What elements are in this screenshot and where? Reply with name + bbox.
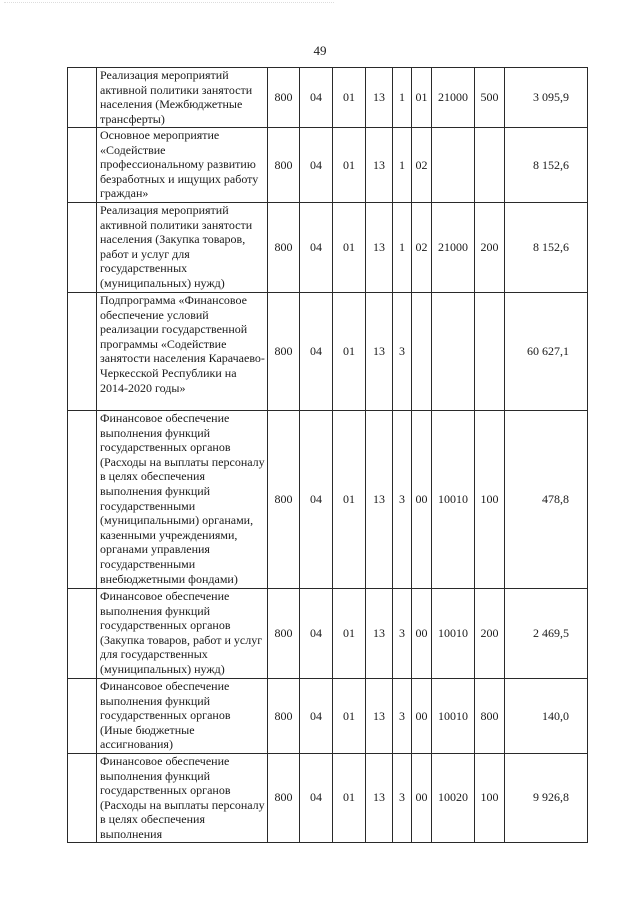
amount: 2 469,5 (505, 589, 588, 679)
code-subsection: 01 (333, 411, 366, 589)
code-direction: 21000 (432, 68, 475, 128)
row-number-cell (68, 589, 97, 679)
code-section: 04 (300, 203, 333, 293)
code-section: 04 (300, 754, 333, 843)
code-ministry: 800 (268, 679, 300, 754)
code-subprogram: 3 (393, 754, 412, 843)
code-event: 02 (412, 128, 432, 203)
table-row (68, 411, 588, 589)
page-number: 49 (313, 43, 327, 58)
row-number-cell (68, 128, 97, 203)
code-program: 13 (366, 679, 393, 754)
row-name: Основное мероприятие «Содействие профессиональному развитию безработных и ищущих работу граждан» (97, 128, 268, 203)
code-program: 13 (366, 754, 393, 843)
code-subprogram: 3 (393, 411, 412, 589)
code-direction (432, 293, 475, 411)
budget-table (67, 67, 588, 843)
code-subprogram: 3 (393, 679, 412, 754)
code-section: 04 (300, 679, 333, 754)
code-program: 13 (366, 411, 393, 589)
code-expense-type: 200 (475, 203, 505, 293)
code-program: 13 (366, 589, 393, 679)
code-ministry: 800 (268, 589, 300, 679)
code-direction: 10010 (432, 411, 475, 589)
amount: 9 926,8 (505, 754, 588, 843)
code-section: 04 (300, 128, 333, 203)
code-subsection: 01 (333, 589, 366, 679)
code-expense-type: 500 (475, 68, 505, 128)
code-event: 00 (412, 589, 432, 679)
code-program: 13 (366, 203, 393, 293)
code-expense-type (475, 293, 505, 411)
code-direction: 10010 (432, 679, 475, 754)
table-row (68, 679, 588, 754)
code-program: 13 (366, 128, 393, 203)
code-event: 02 (412, 203, 432, 293)
code-subsection: 01 (333, 203, 366, 293)
row-number-cell (68, 754, 97, 843)
code-direction: 10020 (432, 754, 475, 843)
scan-artifact (4, 2, 334, 11)
code-section: 04 (300, 589, 333, 679)
code-subprogram: 1 (393, 203, 412, 293)
code-section: 04 (300, 68, 333, 128)
amount: 8 152,6 (505, 203, 588, 293)
code-expense-type: 800 (475, 679, 505, 754)
code-expense-type: 100 (475, 754, 505, 843)
code-program: 13 (366, 68, 393, 128)
row-name: Финансовое обеспечение выполнения функций государственных органов (Закупка товаров, работ и услуг для государственных (муниципальных) нужд) (97, 589, 268, 679)
code-event: 01 (412, 68, 432, 128)
code-subprogram: 1 (393, 128, 412, 203)
code-direction: 10010 (432, 589, 475, 679)
code-direction: 21000 (432, 203, 475, 293)
code-direction (432, 128, 475, 203)
row-number-cell (68, 293, 97, 411)
row-name: Финансовое обеспечение выполнения функций государственных органов (Расходы на выплаты персоналу в целях обеспечения выполнения функций государственными (муниципальными) органами, казенными учреждениями, органами управления государственными внебюджетными фондами) (97, 411, 268, 589)
code-ministry: 800 (268, 293, 300, 411)
row-number-cell (68, 203, 97, 293)
code-subsection: 01 (333, 754, 366, 843)
code-ministry: 800 (268, 203, 300, 293)
row-name: Финансовое обеспечение выполнения функций государственных органов (Иные бюджетные ассигнования) (97, 679, 268, 754)
code-program: 13 (366, 293, 393, 411)
amount: 60 627,1 (505, 293, 588, 411)
code-ministry: 800 (268, 68, 300, 128)
table-row (68, 293, 588, 411)
code-expense-type (475, 128, 505, 203)
row-name: Реализация мероприятий активной политики занятости населения (Межбюджетные трансферты) (97, 68, 268, 128)
code-event: 00 (412, 411, 432, 589)
table-row (68, 68, 588, 128)
row-name: Реализация мероприятий активной политики занятости населения (Закупка товаров, работ и услуг для государственных (муниципальных) нужд) (97, 203, 268, 293)
code-event: 00 (412, 754, 432, 843)
amount: 3 095,9 (505, 68, 588, 128)
table-row (68, 754, 588, 843)
table-row (68, 128, 588, 203)
code-expense-type: 200 (475, 589, 505, 679)
row-number-cell (68, 68, 97, 128)
amount: 478,8 (505, 411, 588, 589)
code-ministry: 800 (268, 754, 300, 843)
row-number-cell (68, 679, 97, 754)
amount: 140,0 (505, 679, 588, 754)
code-expense-type: 100 (475, 411, 505, 589)
code-ministry: 800 (268, 128, 300, 203)
amount: 8 152,6 (505, 128, 588, 203)
row-number-cell (68, 411, 97, 589)
code-section: 04 (300, 411, 333, 589)
code-subsection: 01 (333, 68, 366, 128)
code-subsection: 01 (333, 679, 366, 754)
row-name: Подпрограмма «Финансовое обеспечение условий реализации государственной программы «Содействие занятости населения Карачаево-Черкесской Республики на 2014-2020 годы» (97, 293, 268, 411)
table-row (68, 589, 588, 679)
code-subprogram: 3 (393, 293, 412, 411)
code-subsection: 01 (333, 128, 366, 203)
code-section: 04 (300, 293, 333, 411)
table-row (68, 203, 588, 293)
code-subprogram: 1 (393, 68, 412, 128)
code-ministry: 800 (268, 411, 300, 589)
code-event: 00 (412, 679, 432, 754)
code-subprogram: 3 (393, 589, 412, 679)
code-subsection: 01 (333, 293, 366, 411)
code-event (412, 293, 432, 411)
row-name: Финансовое обеспечение выполнения функций государственных органов (Расходы на выплаты персоналу в целях обеспечения выполнения (97, 754, 268, 843)
